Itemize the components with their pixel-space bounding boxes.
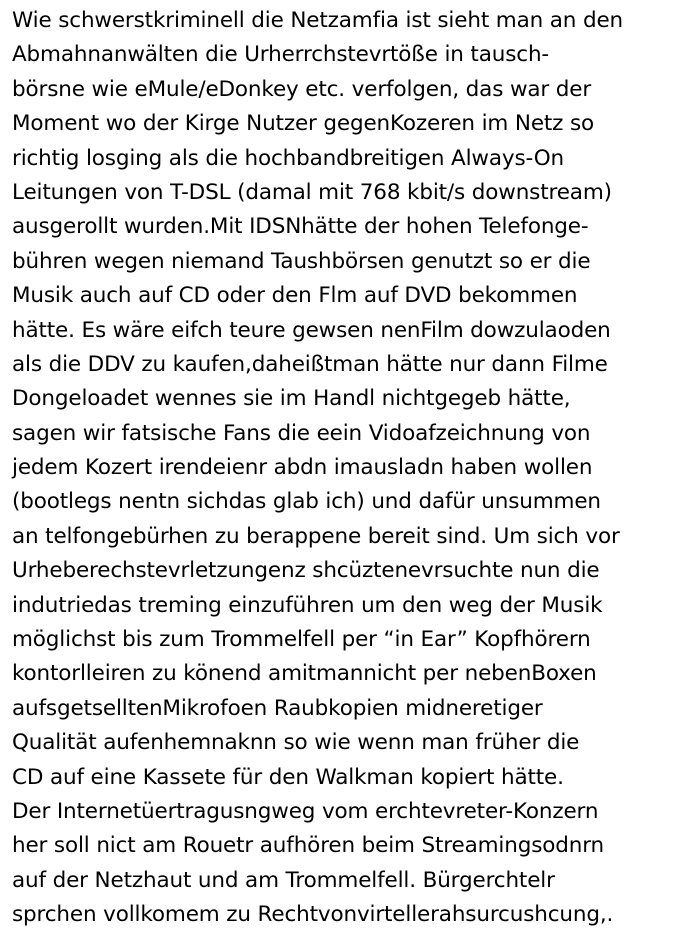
text-line: ausgerollt wurden.Mit IDSNhätte der hohen Telefonge-: [12, 214, 589, 240]
text-line: Leitungen von T-DSL (damal mit 768 kbit/s downstream): [12, 179, 612, 205]
text-line: Dongeloadet wennes sie im Handl nichtgegeb hätte,: [12, 386, 571, 412]
text-line: Abmahnanwälten die Urherrchstevrtöße in tausch-: [12, 42, 550, 68]
text-line: indutriedas treming einzuführen um den weg der Musik: [12, 592, 603, 618]
text-line: bühren wegen niemand Taushbörsen genutzt so er die: [12, 248, 591, 274]
text-line: (bootlegs nentn sichdas glab ich) und dafür unsummen: [12, 489, 601, 515]
text-line: hätte. Es wäre eifch teure gewsen nenFilm dowzulaoden: [12, 317, 611, 343]
text-line: sprchen vollkomem zu Rechtvonvirtellerahsurcushcung,.: [12, 902, 614, 928]
text-line: aufsgetselltenMikrofoen Raubkopien midneretiger: [12, 695, 543, 721]
text-line: Musik auch auf CD oder den Flm auf DVD bekommen: [12, 283, 578, 309]
text-line: her soll nict am Rouetr aufhören beim Streamingsodnrn: [12, 833, 605, 859]
text-line: Moment wo der Kirge Nutzer gegenKozeren im Netz so: [12, 111, 595, 137]
text-line: Urheberechstevrletzungenz shcüztenevrsuchte nun die: [12, 558, 600, 584]
text-line: möglichst bis zum Trommelfell per “in Ear” Kopfhörern: [12, 627, 591, 653]
text-line: kontorlleiren zu könend amitmannicht per nebenBoxen: [12, 661, 597, 687]
text-line: als die DDV zu kaufen,daheißtman hätte nur dann Filme: [12, 351, 608, 377]
text-line: börsne wie eMule/eDonkey etc. verfolgen, das war der: [12, 76, 592, 102]
text-line: richtig losging als die hochbandbreitigen Always-On: [12, 145, 564, 171]
text-line: sagen wir fatsische Fans die eein Vidoafzeichnung von: [12, 420, 591, 446]
text-line: auf der Netzhaut und am Trommelfell. Bürgerchtelr: [12, 867, 555, 893]
text-line: jedem Kozert irendeienr abdn imausladn haben wollen: [12, 455, 593, 481]
text-line: Der Internetüertragusngweg vom erchtevreter-Konzern: [12, 798, 599, 824]
text-line: Wie schwerstkriminell die Netzamfia ist sieht man an den: [12, 8, 623, 33]
document-text: [12, 4, 682, 933]
text-line: an telfongebürhen zu berappene bereit sind. Um sich vor: [12, 523, 620, 549]
text-line: Qualität aufenhemnaknn so wie wenn man früher die: [12, 730, 580, 756]
text-line: CD auf eine Kassete für den Walkman kopiert hätte.: [12, 764, 564, 790]
